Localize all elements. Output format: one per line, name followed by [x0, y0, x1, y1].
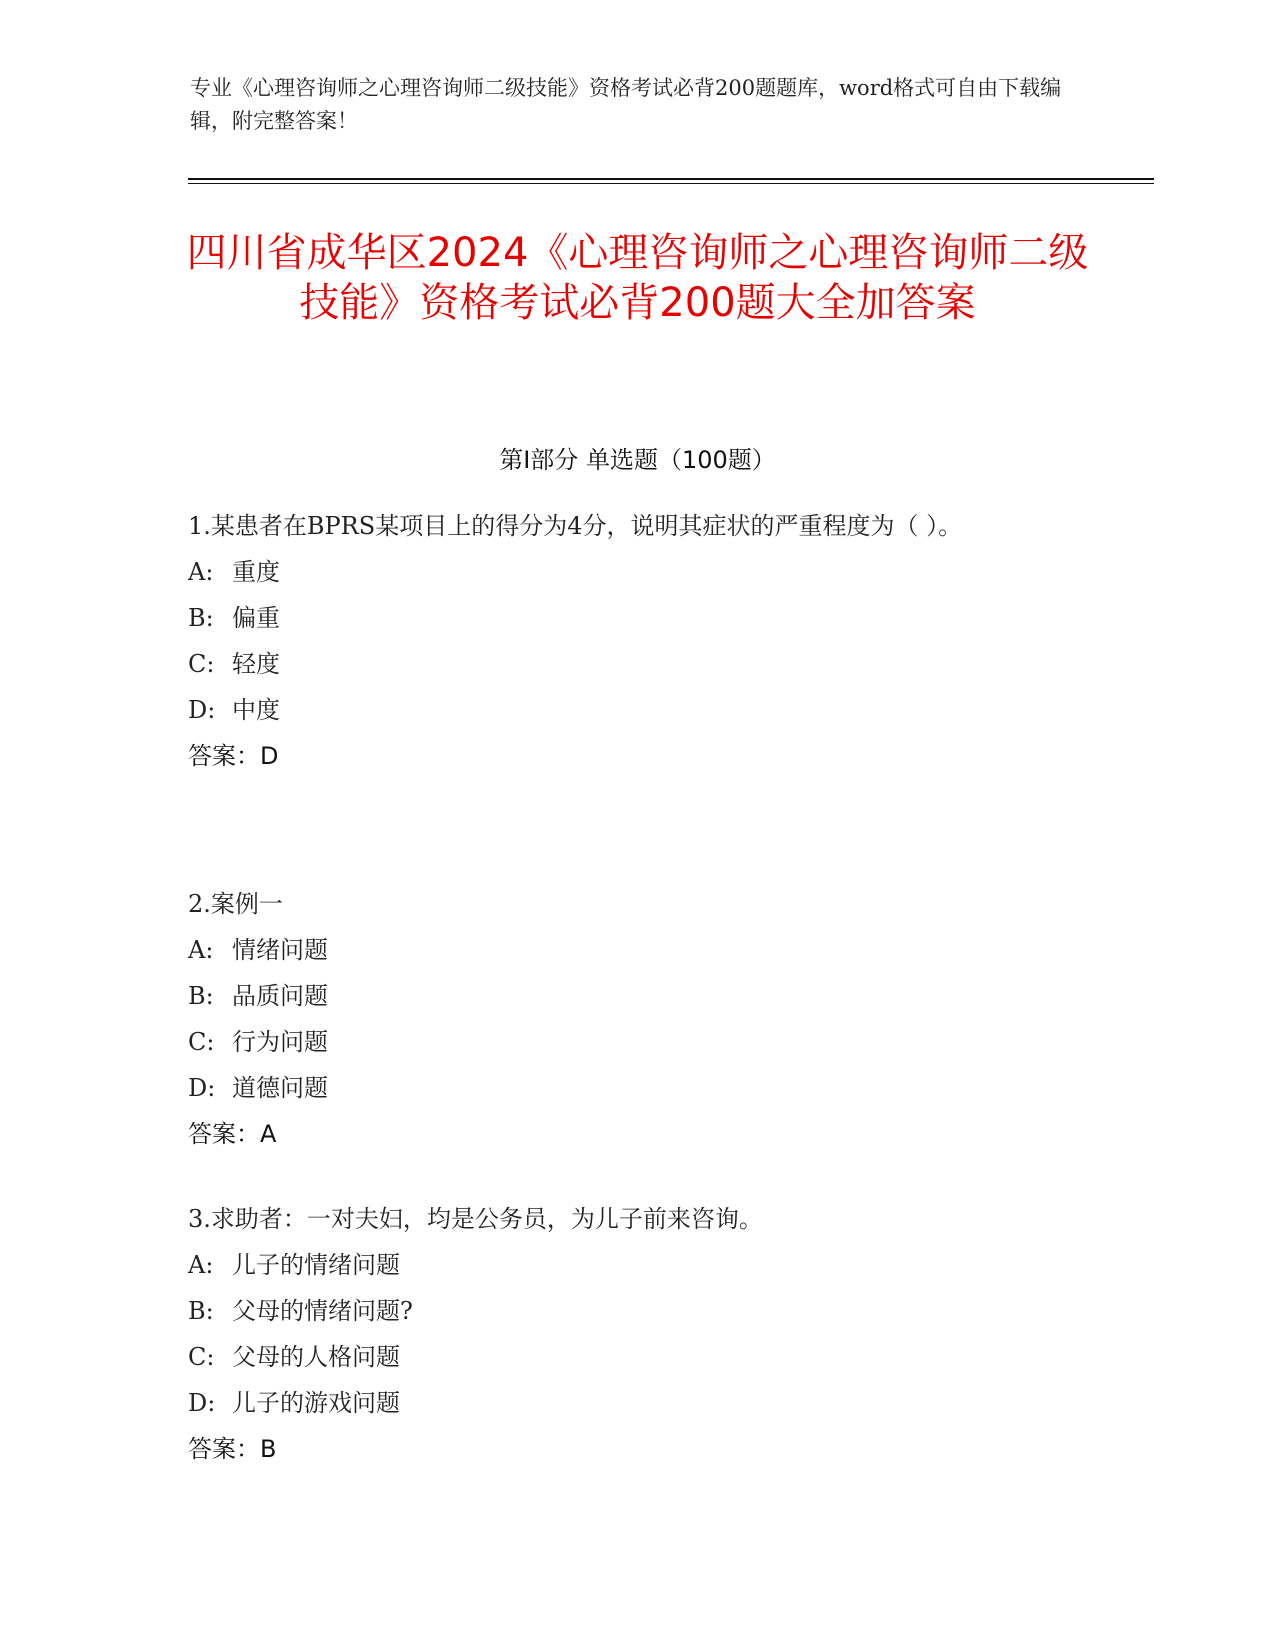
- option-text: 中度: [232, 696, 280, 724]
- question-stem: 2.案例一: [188, 890, 283, 918]
- option-b: [188, 595, 1088, 641]
- option-label: D:: [188, 1074, 216, 1102]
- option-a: [188, 549, 1088, 595]
- question-3: [188, 1196, 1088, 1472]
- option-label: D:: [188, 1389, 216, 1417]
- option-text: 重度: [232, 558, 280, 586]
- header-rule-thin: [188, 183, 1154, 184]
- option-text: 行为问题: [232, 1028, 328, 1056]
- option-a: [188, 927, 1088, 973]
- option-text: 轻度: [232, 650, 280, 678]
- header-rule-thick: [188, 178, 1154, 180]
- header-note: 专业《心理咨询师之心理咨询师二级技能》资格考试必背200题题库，word格式可自由下载编辑，附完整答案！: [190, 76, 1062, 133]
- option-d: [188, 687, 1088, 733]
- option-label: B:: [188, 982, 214, 1010]
- section-heading: 第I部分 单选题（100题）: [499, 446, 776, 474]
- question-stem: 3.求助者：一对夫妇，均是公务员，为儿子前来咨询。: [188, 1205, 763, 1233]
- option-text: 父母的人格问题: [232, 1343, 400, 1371]
- option-b: [188, 973, 1088, 1019]
- option-d: [188, 1380, 1088, 1426]
- question-1: [188, 503, 1088, 779]
- option-text: 父母的情绪问题?: [232, 1297, 413, 1325]
- option-c: [188, 1019, 1088, 1065]
- option-text: 情绪问题: [232, 936, 328, 964]
- option-label: B:: [188, 1297, 214, 1325]
- option-label: C:: [188, 650, 215, 678]
- option-b: [188, 1288, 1088, 1334]
- option-text: 偏重: [232, 604, 280, 632]
- option-c: [188, 1334, 1088, 1380]
- option-label: B:: [188, 604, 214, 632]
- option-d: [188, 1065, 1088, 1111]
- option-a: [188, 1242, 1088, 1288]
- option-label: D:: [188, 696, 216, 724]
- option-label: A:: [188, 1251, 214, 1279]
- question-stem: 1.某患者在BPRS某项目上的得分为4分，说明其症状的严重程度为（ ）。: [188, 512, 963, 540]
- answer: 答案：B: [188, 1435, 277, 1463]
- option-label: C:: [188, 1028, 215, 1056]
- option-text: 道德问题: [232, 1074, 328, 1102]
- question-2: [188, 881, 1088, 1157]
- answer: 答案：D: [188, 742, 279, 770]
- option-label: C:: [188, 1343, 215, 1371]
- option-text: 品质问题: [232, 982, 328, 1010]
- document-title: 四川省成华区2024《心理咨询师之心理咨询师二级技能》资格考试必背200题大全加答案: [186, 230, 1089, 326]
- option-text: 儿子的情绪问题: [232, 1251, 400, 1279]
- option-text: 儿子的游戏问题: [232, 1389, 400, 1417]
- option-label: A:: [188, 936, 214, 964]
- answer: 答案：A: [188, 1120, 277, 1148]
- option-c: [188, 641, 1088, 687]
- option-label: A:: [188, 558, 214, 586]
